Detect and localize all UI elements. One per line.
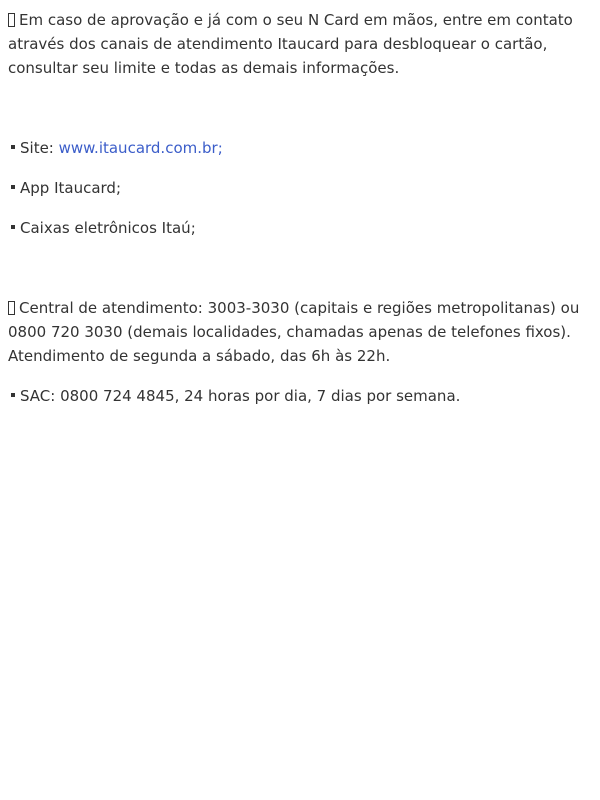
list-item-app: [8, 176, 592, 200]
missing-glyph-icon: [8, 301, 15, 315]
sac-text: SAC: 0800 724 4845, 24 horas por dia, 7 dias por semana.: [20, 387, 461, 405]
bullet-icon: [11, 393, 15, 397]
site-link[interactable]: www.itaucard.com.br;: [58, 139, 223, 157]
central-text: Central de atendimento: 3003-3030 (capitais e regiões metropolitanas) ou 0800 720 3030 (demais localidades, chamadas apenas de telefones fixos). Atendimento de segunda a sábado, das 6h às 22h.: [8, 299, 580, 365]
atm-text: Caixas eletrônicos Itaú;: [20, 219, 196, 237]
site-label: Site:: [20, 139, 59, 157]
bullet-icon: [11, 225, 15, 229]
missing-glyph-icon: [8, 13, 15, 27]
bullet-icon: [11, 185, 15, 189]
app-text: App Itaucard;: [20, 179, 121, 197]
bullet-icon: [11, 145, 15, 149]
list-item-sac: [8, 384, 592, 408]
list-item-atm: [8, 216, 592, 240]
intro-text: Em caso de aprovação e já com o seu N Card em mãos, entre em contato através dos canais de atendimento Itaucard para desbloquear o cartão, consultar seu limite e todas as demais informações.: [8, 11, 573, 77]
intro-paragraph: [8, 8, 592, 80]
central-paragraph: [8, 296, 592, 368]
list-item-site: [8, 136, 592, 160]
